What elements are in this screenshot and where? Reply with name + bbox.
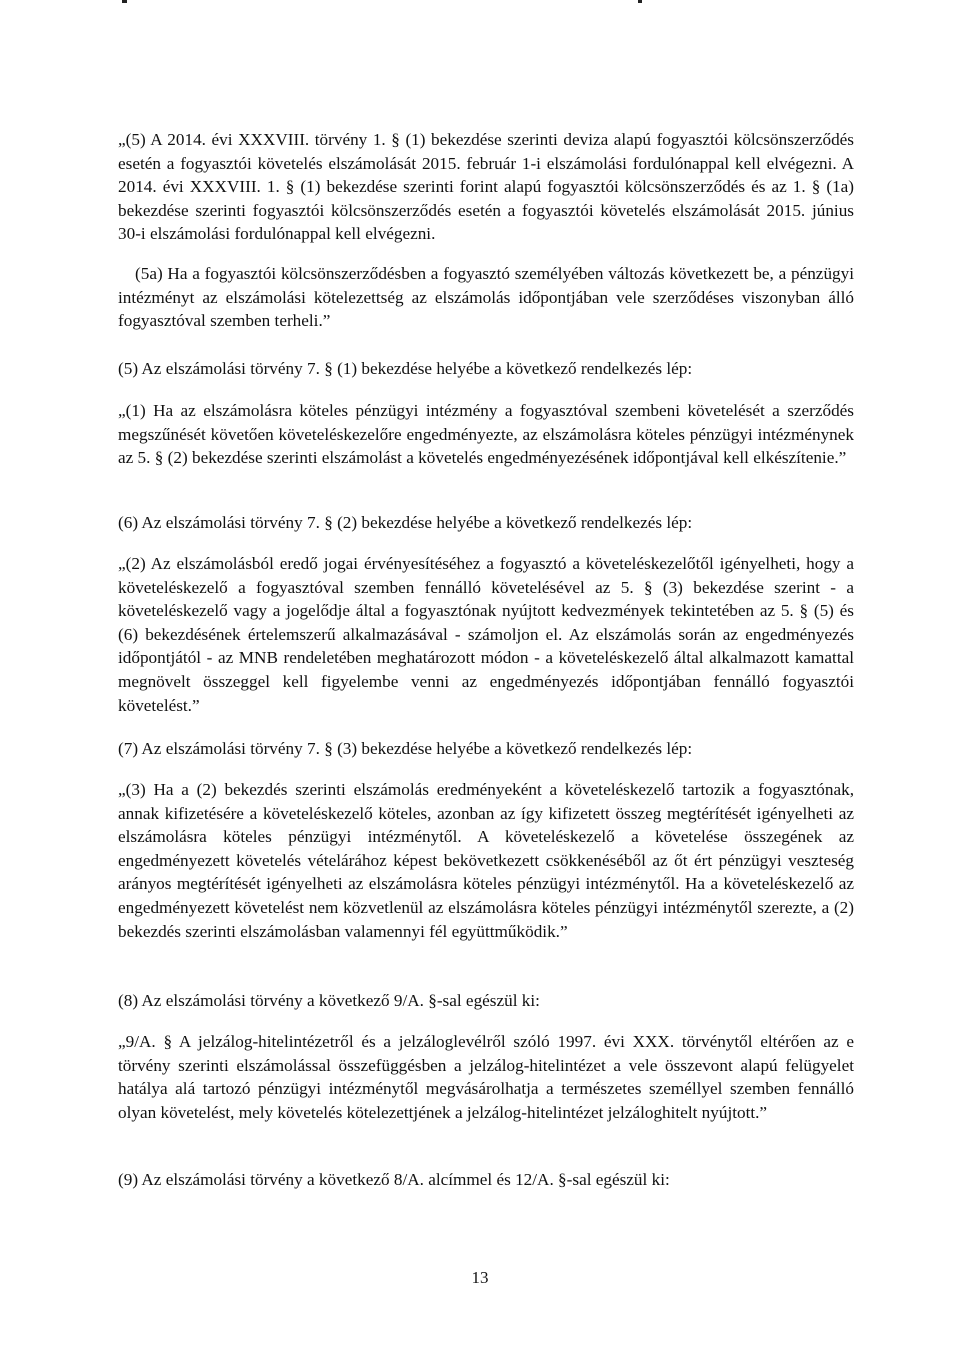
- paragraph: „(5) A 2014. évi XXXVIII. törvény 1. § (1) bekezdése szerinti deviza alapú fogyasztói kölcsönszerződés esetén a fogyasztói követelés elszámolását 2015. február 1-i elszámolási fordulónappal kell elvégezni. A 2014. évi XXXVIII. 1. § (1) bekezdése szerinti forint alapú fogyasztói kölcsönszerződés és az 1. § (1a) bekezdése szerinti fogyasztói kölcsönszerződés esetén a fogyasztói követelés elszámolását 2015. június 30-i elszámolási fordulónappal kell elvégezni.: [118, 130, 854, 244]
- paragraph: „9/A. § A jelzálog-hitelintézetről és a jelzáloglevélről szóló 1997. évi XXX. törvénytől eltérően az e törvény szerinti elszámolással összefüggésben a jelzálog-hitelintézet a vele összevont alapú felügyelet hatálya alá tartozó pénzügyi intézménytől megvásárolhatja a természetes személlyel szemben fennálló olyan követelést, mely követelés kötelezettjének a jelzálog-hitelintézet jelzáloghitelt nyújtott.”: [118, 1032, 854, 1122]
- paragraph: (9) Az elszámolási törvény a következő 8/A. alcímmel és 12/A. §-sal egészül ki:: [118, 1170, 670, 1189]
- paragraph: „(1) Ha az elszámolásra köteles pénzügyi intézmény a fogyasztóval szembeni követelését a szerződés megszűnését követően követeléskezelőre engedményezte, az elszámolásra köteles pénzügyi intézménynek az 5. § (2) bekezdése szerinti elszámolást a követelés engedményezésének időpontjával kell elkészítenie.”: [118, 401, 854, 468]
- paragraph: (6) Az elszámolási törvény 7. § (2) bekezdése helyébe a következő rendelkezés lép:: [118, 513, 693, 532]
- paragraph: (8) Az elszámolási törvény a következő 9/A. §-sal egészül ki:: [118, 991, 540, 1010]
- scan-mark: [638, 0, 642, 3]
- paragraph: (5) Az elszámolási törvény 7. § (1) bekezdése helyébe a következő rendelkezés lép:: [118, 359, 693, 378]
- page-number: 13: [471, 1268, 489, 1287]
- scan-mark: [122, 0, 127, 3]
- paragraph: (5a) Ha a fogyasztói kölcsönszerződésben a fogyasztó személyében változás következett be, a pénzügyi intézményt az elszámolási kötelezettség az elszámolás időpontjában vele szerződéses viszonyban álló fogyasztóval szemben terheli.”: [118, 264, 854, 331]
- paragraph: „(2) Az elszámolásból eredő jogai érvényesítéséhez a fogyasztó a követeléskezelőtől igényelheti, hogy a követeléskezelő a fogyasztóval szemben fennálló követelésével az 5. § (3) bekezdése szerint - a követeléskezelő vagy a jogelődje által a fogyasztónak nyújtott kedvezmények tekintetében az 5. § (5) és (6) bekezdésének értelemszerű alkalmazásával - számoljon el. Az elszámolás során az engedményezés időpontjától - az MNB rendeletében meghatározott módon - a követeléskezelő által alkalmazott kamattal megnövelt összeggel kell figyelembe venni az engedményezés időpontjában fennálló fogyasztói követelést.”: [118, 554, 854, 715]
- paragraph: „(3) Ha a (2) bekezdés szerinti elszámolás eredményeként a követeléskezelő tartozik a fogyasztónak, annak kifizetésére a követeléskezelő köteles, azonban az így kifizetett összeg megtérítését igényelheti az elszámolásra köteles pénzügyi intézménytől. A követeléskezelő a követelése összegének az engedményezett követelés vételárához képest bekövetkezett csökkenéséből az őt ért pénzügyi veszteség arányos megtérítését igényelheti az elszámolásra köteles pénzügyi intézménytől. Ha a követeléskezelő az engedményezett követelést nem közvetlenül az elszámolásra köteles pénzügyi intézménytől szerezte, a (2) bekezdés szerinti elszámolásban valamennyi fél együttműködik.”: [118, 780, 854, 941]
- paragraph: (7) Az elszámolási törvény 7. § (3) bekezdése helyébe a következő rendelkezés lép:: [118, 739, 693, 758]
